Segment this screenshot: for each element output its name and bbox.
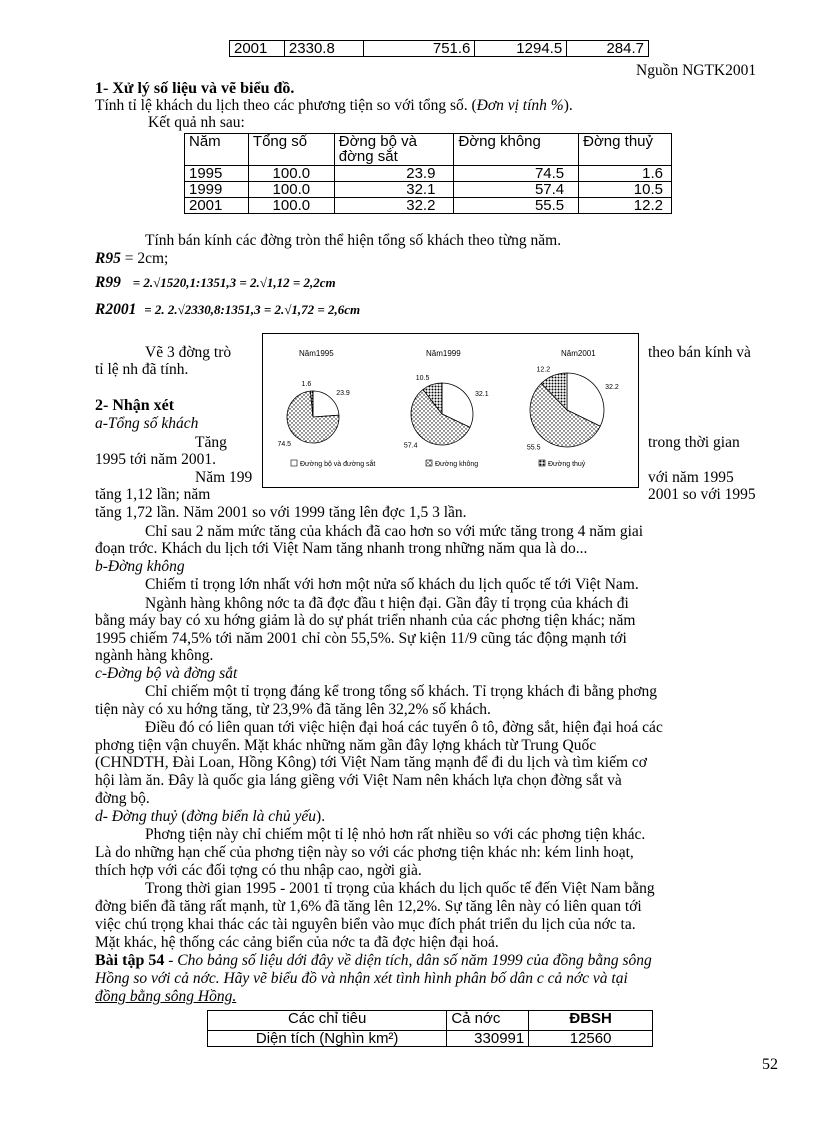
r99-label: R99 <box>95 274 121 291</box>
a-line5: tăng 1,72 lần. Năm 2001 so với 1999 tăng lên đợc 1,5 3 lần. <box>95 504 467 521</box>
a-line3-right: với năm 1995 <box>648 469 734 486</box>
pie-label: 10.5 <box>415 375 430 383</box>
a-line4-right: 2001 so với 1995 <box>648 486 756 503</box>
draw-line-right: theo bán kính và <box>648 344 751 361</box>
source-note: Nguồn NGTK2001 <box>636 62 757 79</box>
radius-intro: Tính bán kính các đờng tròn thể hiện tổng số khách theo từng năm. <box>145 232 562 249</box>
legend-label: Đường không <box>435 461 479 468</box>
table-row <box>208 1031 653 1047</box>
legend-swatch <box>426 460 432 466</box>
cell: 12560 <box>529 1031 653 1047</box>
d-line3: thích hợp với các đối tợng có thu nhập cao, ngời già. <box>95 862 422 879</box>
header-cell: Tổng số <box>248 134 334 166</box>
cell: 1999 <box>185 182 249 198</box>
section2-heading: 2- Nhận xét <box>95 397 175 414</box>
a-line1-left: Tăng <box>195 434 227 451</box>
cell: 32.2 <box>334 198 454 214</box>
page-number: 52 <box>762 1056 778 1073</box>
text: d- Đờng thuỷ <box>95 808 178 825</box>
cell: 1995 <box>185 166 249 182</box>
b-line5: ngành hàng không. <box>95 647 214 664</box>
a-line2: 1995 tới năm 2001. <box>95 451 216 468</box>
result-label: Kết quả nh sau: <box>148 114 245 131</box>
exercise-line2: Hồng so với cả nớc. Hãy vẽ biểu đồ và nhận xét tình hình phân bố dân c cả nớc và tại <box>95 970 628 987</box>
header-cell: Đờng thuỷ <box>579 134 672 166</box>
b-line3: bằng máy bay có xu hớng giảm là do sự phát triển nhanh của các phơng tiện khác; năm <box>95 612 636 629</box>
unit-text: Đơn vị tính % <box>476 97 564 114</box>
sub-heading-c: c-Đờng bộ và đờng sắt <box>95 665 238 682</box>
header-cell: Các chỉ tiêu <box>208 1011 447 1031</box>
cell: 1294.5 <box>475 41 567 57</box>
d-line4: Trong thời gian 1995 - 2001 tỉ trọng của khách du lịch quốc tế đến Việt Nam bằng <box>145 880 655 897</box>
r99-line <box>95 275 336 291</box>
text: Tính tỉ lệ khách du lịch theo các phương tiện so với tổng số. ( <box>95 97 477 114</box>
r2001-formula: = 2. 2.√2330,8:1351,3 = 2.√1,72 = 2,6cm <box>144 302 361 317</box>
cell: 2001 <box>185 198 249 214</box>
legend-swatch <box>539 460 545 466</box>
r2001-line <box>95 302 360 318</box>
cell: 57.4 <box>454 182 579 198</box>
header-cell: Năm <box>185 134 249 166</box>
pie-label: 23.9 <box>336 390 350 398</box>
header-cell: ĐBSH <box>529 1011 653 1031</box>
table-row <box>185 166 672 182</box>
exercise-label: Bài tập 54 <box>95 952 165 969</box>
text: ). <box>316 808 326 825</box>
c-line6: hội làm ăn. Đây là quốc gia láng giềng với Việt Nam nên khách lựa chọn đờng sắt và <box>95 772 622 789</box>
table-row <box>185 182 672 198</box>
pie-label: 57.4 <box>403 442 418 450</box>
a-line3-left: Năm 199 <box>195 469 253 486</box>
exercise-text: - Cho bảng số liệu dới đây về diện tích, dân số năm 1999 của đồng bằng sông <box>164 952 652 969</box>
pie-label: 1.6 <box>301 381 312 389</box>
pie-label: 32.1 <box>474 391 489 399</box>
d-line1: Phơng tiện này chỉ chiếm một tỉ lệ nhỏ hơn rất nhiều so với các phơng tiện khác. <box>145 826 646 843</box>
d-line2: Là do những hạn chế của phơng tiện này so với các phơng tiện khác nh: kém linh hoạt, <box>95 844 634 861</box>
cell: 2330.8 <box>284 41 363 57</box>
sub-heading-b: b-Đờng không <box>95 558 185 575</box>
draw-line-left: Vẽ 3 đờng trò <box>145 344 232 361</box>
table-header-row <box>185 134 672 166</box>
cell: 10.5 <box>579 182 672 198</box>
exercise-line3: đồng bằng sông Hồng. <box>95 988 237 1005</box>
c-line1: Chỉ chiếm một tỉ trọng đáng kể trong tổng số khách. Tỉ trọng khách đi bằng phơng <box>145 683 658 700</box>
pie-title: Năm1999 <box>426 349 461 358</box>
text: đờng biển là chủ yếu <box>186 808 317 825</box>
cell: 100.0 <box>248 198 334 214</box>
cell: 2001 <box>230 41 285 57</box>
cell: 12.2 <box>579 198 672 214</box>
draw-line-left2: tỉ lệ nh đã tính. <box>95 361 189 378</box>
d-line6: việc chú trọng khai thác các tài nguyên biển vào mục đích phát triển du lịch của nớc ta. <box>95 916 636 933</box>
cell: 330991 <box>447 1031 529 1047</box>
c-line3: Điều đó có liên quan tới việc hiện đại hoá các tuyến ô tô, đờng sắt, hiện đại hoá các <box>145 719 663 736</box>
a-line7: đoạn trớc. Khách du lịch tới Việt Nam tăng nhanh trong những năm qua là do... <box>95 540 588 557</box>
pie-title: Năm1995 <box>299 349 334 358</box>
ratio-table <box>184 133 672 214</box>
pie-label: 12.2 <box>536 366 551 374</box>
c-line7: đờng bộ. <box>95 790 150 807</box>
cell: 74.5 <box>454 166 579 182</box>
d-line7: Mặt khác, hệ thống các cảng biển của nớc ta đã đợc hiện đại hoá. <box>95 934 499 951</box>
r95-line <box>95 251 168 267</box>
legend-label: Đường thuỷ <box>548 461 586 468</box>
cell: 100.0 <box>248 166 334 182</box>
cell: 32.1 <box>334 182 454 198</box>
cell: 23.9 <box>334 166 454 182</box>
pie-label: 55.5 <box>526 444 541 452</box>
legend-label: Đường bộ và đường sắt <box>300 461 376 468</box>
table-row <box>185 198 672 214</box>
sub-heading-a: a-Tổng số khách <box>95 415 199 432</box>
sub-heading-d <box>95 809 785 825</box>
pie-label: 32.2 <box>605 384 619 392</box>
header-cell: Đờng không <box>454 134 579 166</box>
a-line1-right: trong thời gian <box>648 434 740 451</box>
b-line4: 1995 chiếm 74,5% tới năm 2001 chỉ còn 55,5%. Sự kiện 11/9 cũng tác động mạnh tới <box>95 630 627 647</box>
c-line5: (CHNDTH, Đài Loan, Hồng Kông) tới Việt Nam tăng mạnh để đi du lịch và tìm kiếm cơ <box>95 754 647 771</box>
r2001-label: R2001 <box>95 301 137 318</box>
b-line1: Chiếm tỉ trọng lớn nhất với hơn một nửa số khách du lịch quốc tế tới Việt Nam. <box>145 576 639 593</box>
text: ( <box>177 808 187 825</box>
cell: Diện tích (Nghìn km²) <box>208 1031 447 1047</box>
exercise-line1 <box>95 953 785 969</box>
table-header-row <box>208 1011 653 1031</box>
r95-value: = 2cm; <box>124 250 169 267</box>
cell: 100.0 <box>248 182 334 198</box>
header-cell: Cả nớc <box>447 1011 529 1031</box>
a-line6: Chỉ sau 2 năm mức tăng của khách đã cao hơn so với mức tăng trong 4 năm giai <box>145 523 644 540</box>
d-line5: đờng biển đã tăng rất mạnh, từ 1,6% đã tăng lên 12,2%. Sự tăng lên này có liên quan tới <box>95 898 642 915</box>
a-line4-left: tăng 1,12 lần; năm <box>95 486 211 503</box>
section1-heading: 1- Xử lý số liệu và vẽ biểu đồ. <box>95 80 295 97</box>
r99-formula: = 2.√1520,1:1351,3 = 2.√1,12 = 2,2cm <box>132 275 336 290</box>
top-table <box>229 40 649 57</box>
pie-title: Năm2001 <box>561 349 596 358</box>
area-table <box>207 1010 653 1047</box>
cell: 55.5 <box>454 198 579 214</box>
text: ). <box>563 97 573 114</box>
section1-line1 <box>95 98 785 114</box>
cell: 1.6 <box>579 166 672 182</box>
b-line2: Ngành hàng không nớc ta đã đợc đầu t hiện đại. Gần đây tỉ trọng của khách đi <box>145 595 629 612</box>
r95-label: R95 <box>95 250 121 267</box>
cell: 751.6 <box>363 41 475 57</box>
c-line2: tiện này có xu hớng tăng, từ 23,9% đã tăng lên 32,2% số khách. <box>95 701 491 718</box>
legend-swatch <box>291 460 297 466</box>
header-cell: Đờng bộ và đờng sắt <box>334 134 454 166</box>
cell: 284.7 <box>567 41 649 57</box>
c-line4: phơng tiện vận chuyển. Mặt khác những năm gần đây lợng khách từ Trung Quốc <box>95 737 597 754</box>
pie-label: 74.5 <box>277 440 292 448</box>
